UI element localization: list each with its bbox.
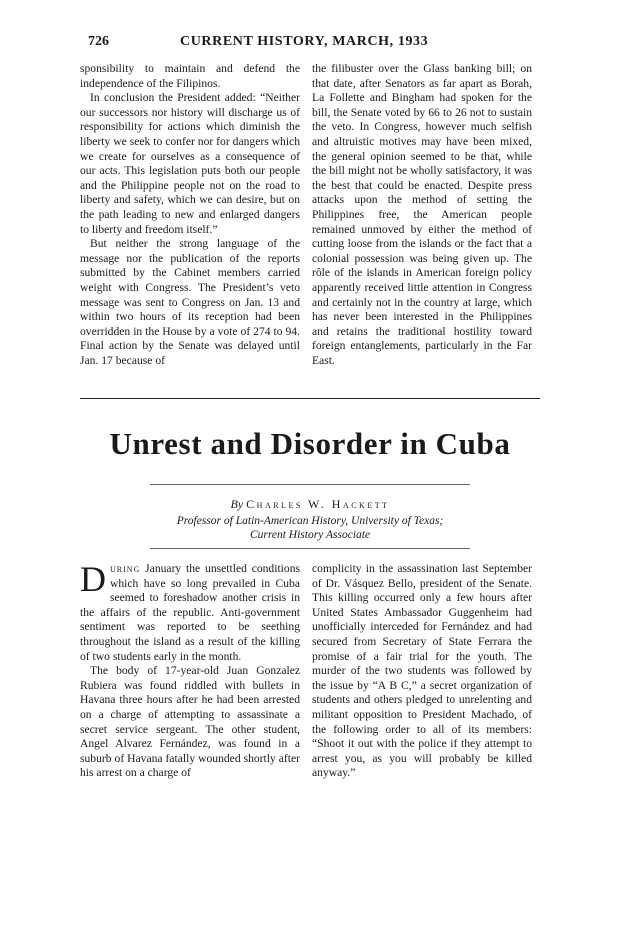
section-divider — [80, 398, 540, 399]
running-head: CURRENT HISTORY, MARCH, 1933 — [180, 34, 429, 49]
byline — [80, 497, 540, 512]
paragraph: But neither the strong language of the message nor the publication of the reports submitted by the Cabinet members carried weight with Congress. The President’s veto message was sent to Congress on Jan. 13 and within two hours of its reception had been overridden in the House by a vote of 274 to 94. Final action by the Senate was delayed until Jan. 17 because of — [80, 237, 300, 367]
paragraph: The body of 17-year-old Juan Gonzalez Rubiera was found riddled with bullets in Havana three hours after he had been arrested on a charge of attempting to assassinate a secret service sergeant. The other student, Angel Alvarez Fernández, was found in a suburb of Havana fatally wounded shortly after his arrest on a charge of — [80, 664, 300, 780]
article-left-column — [80, 559, 301, 781]
affiliation-line: Current History Associate — [249, 529, 371, 541]
paragraph: sponsibility to maintain and defend the independence of the Filipinos. — [80, 62, 300, 90]
opening-word: uring — [110, 562, 141, 575]
byline-by: By — [230, 497, 244, 511]
drop-cap: D — [80, 559, 106, 599]
author-affiliation — [80, 514, 540, 542]
affiliation-line: Professor of Latin-American History, University of Texas; — [176, 515, 444, 527]
paragraph: complicity in the assassination last September of Dr. Vásquez Bello, president of the Senate. This killing occurred only a few hours after United States Ambassador Guggenheim had unofficially interceded for Fernández and had secured from Secretary of State Ferrara the promise of a fair trial for the youth. The murder of the two students was followed by the issue by “A B C,” a secret organization of students and others pledged to unrelenting and militant opposition to President Machado, of the following order to all of its members: “Shoot it out with the police if they attempt to arrest you, as you will probably be killed anyway.” — [312, 562, 532, 780]
previous-article-right-column — [312, 62, 532, 368]
paragraph — [80, 559, 301, 664]
author-name: Charles W. Hackett — [246, 497, 390, 511]
title-rule — [150, 484, 470, 485]
paragraph: the filibuster over the Glass banking bill; on that date, after Senators as far apart as Borah, La Follette and Bingham had spoken for the bill, the Senate voted by 66 to 26 not to sustain the veto. In Congress, however much selfish and altruistic motives may have been mixed, the general opinion seemed to be that, while the bill might not be wholly satisfactory, it was the best that could be enacted. Despite press attacks upon the method of setting the Philippines free, the American people remained unmoved by either the method of cutting loose from the islands or the fact that a colonial possession was being given up. The rôle of the islands in American foreign policy apparently received little attention in Congress and certainly not in the country at large, which has never been interested in the Philippines and retains the traditional hostility toward foreign entanglements, particularly in the Far East. — [312, 62, 532, 367]
page-header — [88, 34, 554, 58]
paragraph: In conclusion the President added: “Neither our successors nor history will discharge us of responsibility for actions which diminish the liberty we seek to confer nor for dangers which we create for ourselves as a consequence of our acts. This legislation puts both our people and the Philippine people not on the road to liberty and safety, which we can desire, but on the path leading to new and enlarged dangers to liberty and freedom itself.” — [80, 91, 300, 236]
article-right-column — [312, 562, 532, 781]
previous-article-left-column — [80, 62, 300, 368]
byline-rule — [150, 548, 470, 549]
page-number: 726 — [88, 34, 109, 49]
article-title: Unrest and Disorder in Cuba — [109, 426, 511, 461]
paragraph-text: January the unsettled conditions which have so long prevailed in Cuba seemed to foreshadow another crisis in the affairs of the republic. Anti-government sentiment was reported to be seething throughout the island as a result of the killing of two students early in the month. — [80, 562, 301, 663]
